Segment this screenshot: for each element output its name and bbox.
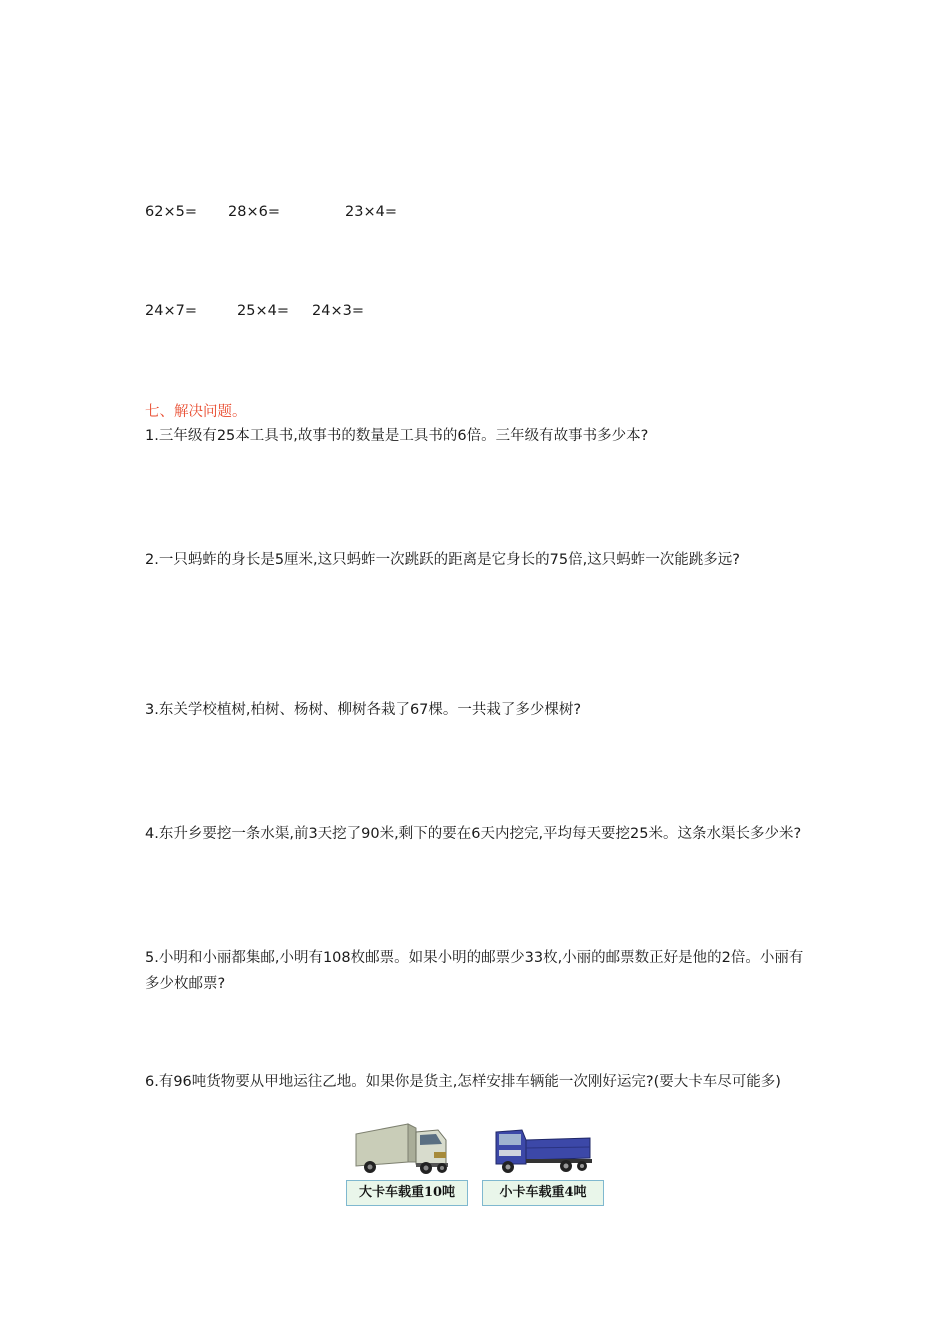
problem-text: 3.东关学校植树,柏树、杨树、柳树各栽了67棵。一共栽了多少棵树? [145,702,582,718]
small-truck-image [484,1118,602,1178]
problem-text: 2.一只蚂蚱的身长是5厘米,这只蚂蚱一次跳跃的距离是它身长的75倍,这只蚂蚱一次能跳多远? [145,552,740,568]
calc-item: 25×4= [237,303,289,319]
section-title: 七、解决问题。 [145,404,247,420]
calc-item: 62×5= [145,204,197,220]
big-truck-image [346,1118,466,1178]
small-truck-label: 小卡车载重4吨 [482,1180,604,1206]
problem-text: 5.小明和小丽都集邮,小明有108枚邮票。如果小明的邮票少33枚,小丽的邮票数正好是他的2倍。小丽有多少枚邮票? [145,950,804,992]
problem-text: 4.东升乡要挖一条水渠,前3天挖了90米,剩下的要在6天内挖完,平均每天要挖25米。这条水渠长多少米? [145,826,802,842]
calc-item: 28×6= [228,204,280,220]
calc-item: 24×7= [145,303,197,319]
calc-item: 24×3= [312,303,364,319]
calc-item: 23×4= [345,204,397,220]
big-truck-label: 大卡车载重10吨 [346,1180,468,1206]
problem-text: 6.有96吨货物要从甲地运往乙地。如果你是货主,怎样安排车辆能一次刚好运完?(要大卡车尽可能多) [145,1074,781,1090]
problem-text: 1.三年级有25本工具书,故事书的数量是工具书的6倍。三年级有故事书多少本? [145,428,649,444]
